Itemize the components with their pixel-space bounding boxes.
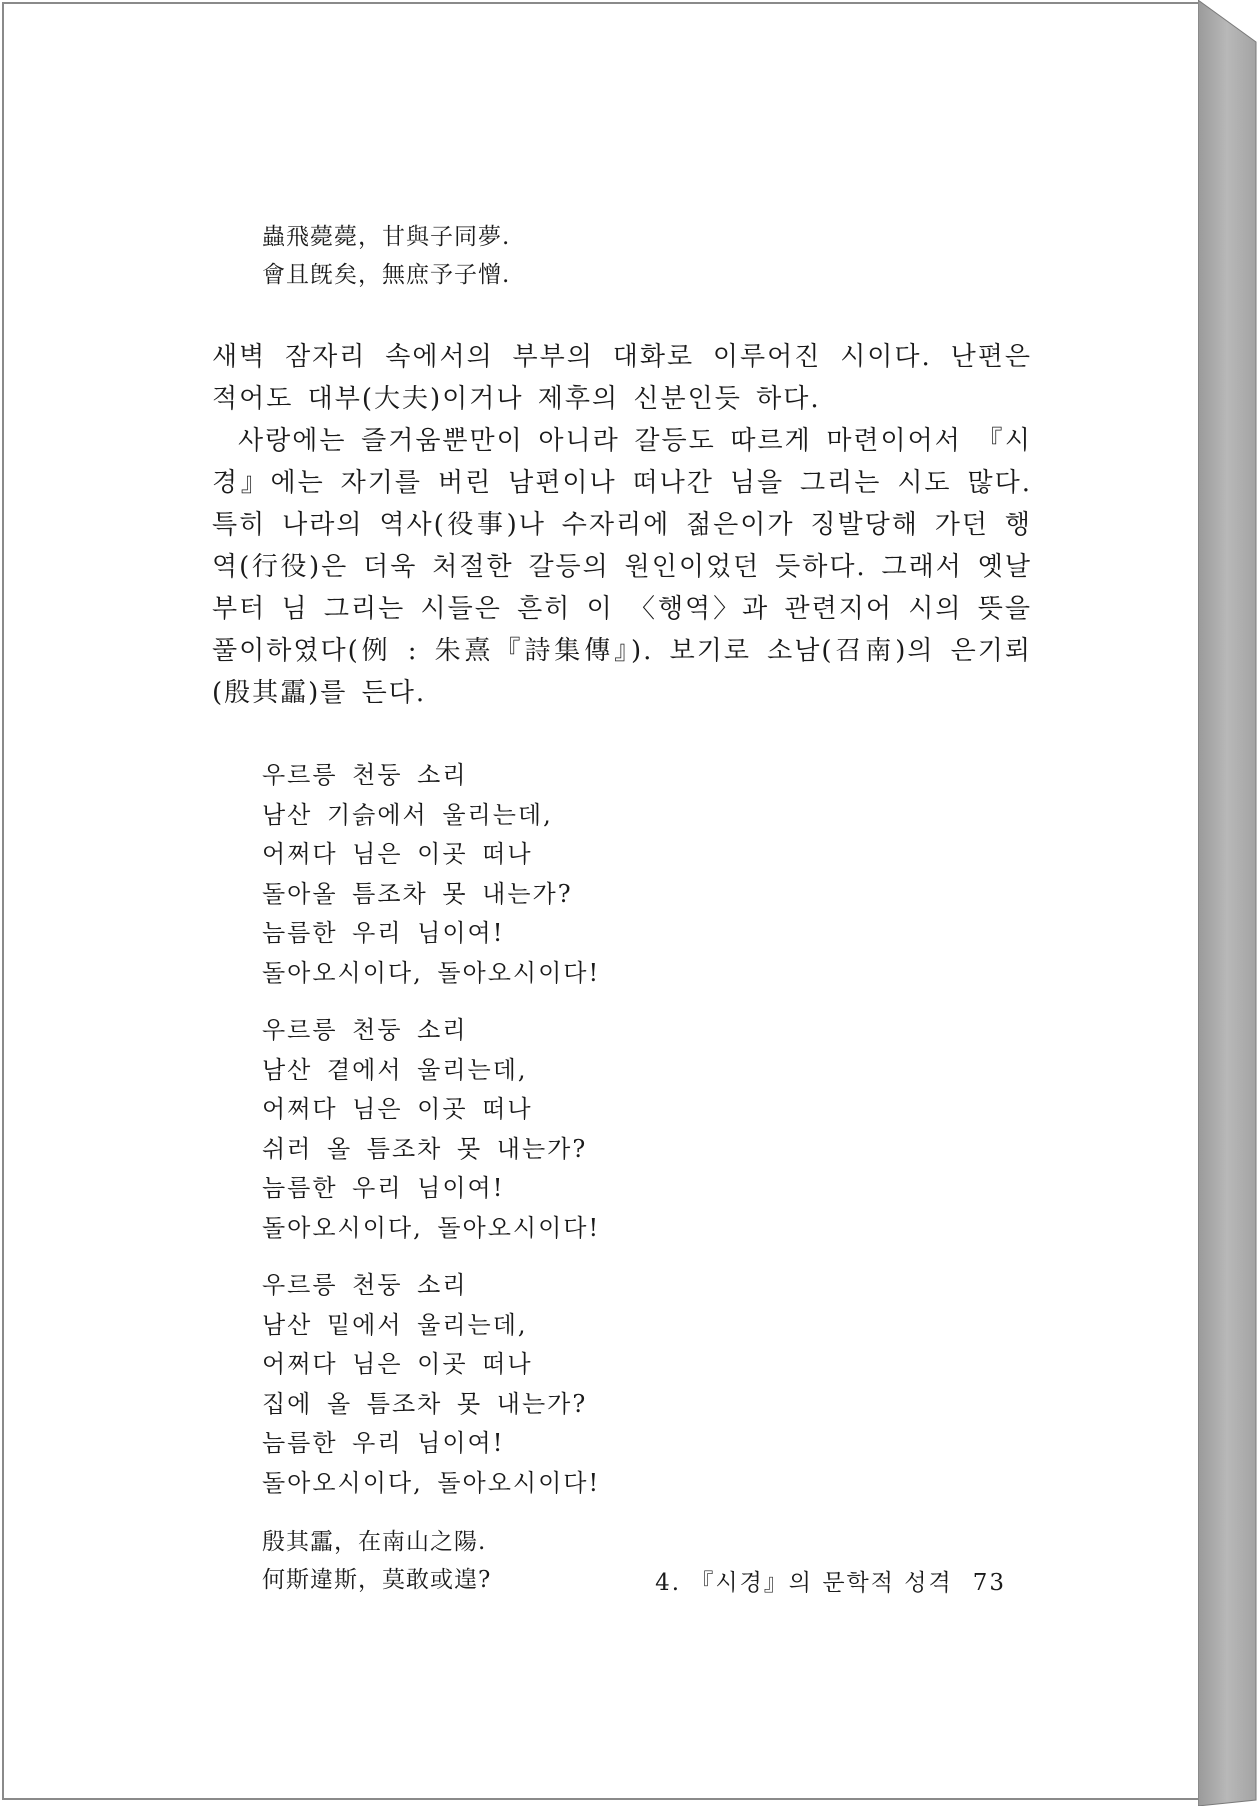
poem-line: 우르릉 천둥 소리 xyxy=(262,1016,468,1044)
book-page xyxy=(2,2,1200,1800)
poem-line: 우르릉 천둥 소리 xyxy=(262,761,468,789)
classical-line: 何斯違斯，莫敢或遑? xyxy=(262,1567,492,1593)
classical-quote-top xyxy=(262,218,1032,294)
poem-line: 남산 기슭에서 울리는데, xyxy=(262,800,553,829)
classical-line: 蟲飛薨薨，甘與子同夢. xyxy=(262,224,511,250)
poem-line: 쉬러 올 틈조차 못 내는가? xyxy=(262,1134,588,1163)
poem-line: 남산 곁에서 울리는데, xyxy=(262,1055,528,1084)
running-footer xyxy=(655,1564,1006,1597)
classical-line: 殷其靁，在南山之陽. xyxy=(262,1529,487,1555)
poem-stanza xyxy=(262,756,1032,993)
poem-line: 우르릉 천둥 소리 xyxy=(262,1271,468,1299)
poem-line: 어쩌다 님은 이곳 떠나 xyxy=(262,840,533,868)
poem-stanza xyxy=(262,1011,1032,1248)
poem-stanza xyxy=(262,1266,1032,1503)
poem-line: 돌아오시이다, 돌아오시이다! xyxy=(262,958,601,987)
poem-line: 집에 올 틈조차 못 내는가? xyxy=(262,1389,588,1418)
poem-line: 늠름한 우리 님이여! xyxy=(262,1174,505,1202)
chapter-title: 4. 『시경』의 문학적 성격 xyxy=(655,1570,953,1596)
poem-line: 돌아오시이다, 돌아오시이다! xyxy=(262,1468,601,1497)
page-number: 73 xyxy=(972,1570,1006,1596)
paragraph: 사랑에는 즐거움뿐만이 아니라 갈등도 따르게 마련이어서 『시경』에는 자기를 버린 남편이나 떠나간 님을 그리는 시도 많다. 특히 나라의 역사(役事)나 수자리에 젊은이가 징발당해 가던 행역(行役)은 더욱 처절한 갈등의 원인이었던 듯하다. 그래서 옛날부터 님 그리는 시들은 흔히 이 〈행역〉과 관련지어 시의 뜻을 풀이하였다(例 : 朱熹『詩集傳』). 보기로 소남(召南)의 은기뢰(殷其靁)를 든다. xyxy=(212,426,1032,708)
page-content xyxy=(212,218,1032,1599)
poem-line: 어쩌다 님은 이곳 떠나 xyxy=(262,1350,533,1378)
paragraph: 새벽 잠자리 속에서의 부부의 대화로 이루어진 시이다. 난편은 적어도 대부(大夫)이거나 제후의 신분인듯 하다. xyxy=(212,342,1032,414)
book-page-edge xyxy=(1198,0,1260,1806)
poem-line: 늠름한 우리 님이여! xyxy=(262,919,505,947)
poem-line: 어쩌다 님은 이곳 떠나 xyxy=(262,1095,533,1123)
poem-line: 돌아올 틈조차 못 내는가? xyxy=(262,879,573,908)
poem-line: 늠름한 우리 님이여! xyxy=(262,1429,505,1457)
classical-line: 會且旣矣，無庶予子憎. xyxy=(262,262,511,288)
poem-line: 남산 밑에서 울리는데, xyxy=(262,1310,528,1339)
poem-line: 돌아오시이다, 돌아오시이다! xyxy=(262,1213,601,1242)
body-text xyxy=(212,336,1032,714)
